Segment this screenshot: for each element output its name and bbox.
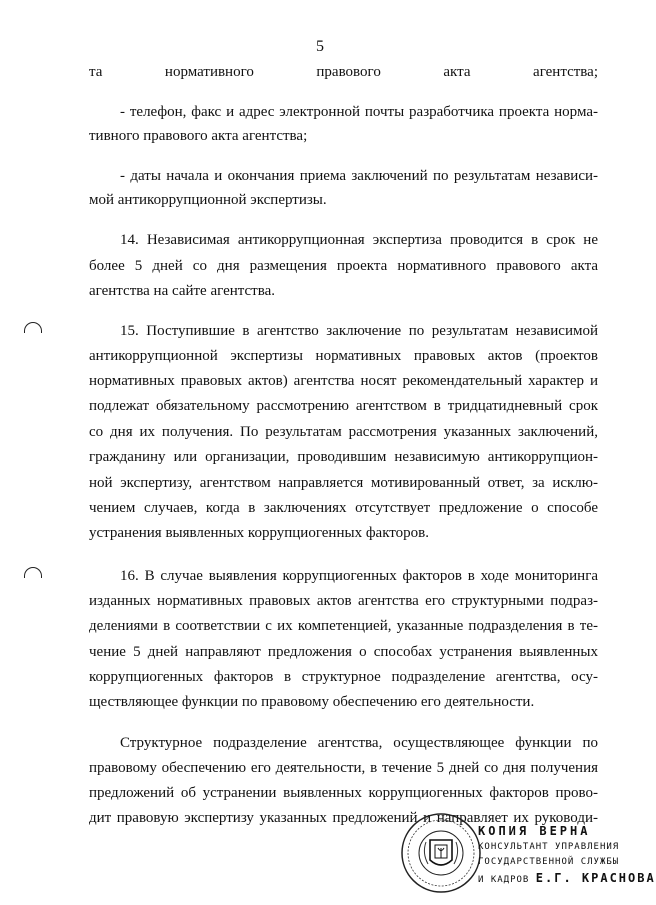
text-line: дит правовую экспертизу указанных предложений и направляет их руководи-	[89, 810, 598, 826]
page-number: 5	[316, 38, 324, 55]
text-line: тивного правового акта агентства;	[89, 128, 308, 144]
stamp-position: КОНСУЛЬТАНТ УПРАВЛЕНИЯ	[478, 842, 620, 852]
text-line: коррупциогенных факторов в структурное подразделение агентства, осу-	[89, 669, 598, 685]
text-line: чение 5 дней направляют предложения о способах устранения выявленных	[89, 644, 598, 660]
punch-hole-mark	[24, 567, 42, 578]
text-line: агентства на сайте агентства.	[89, 283, 276, 299]
text-line: нормативных правовых актов) агентства носят рекомендательный характер и	[89, 373, 598, 389]
text-line: антикоррупционной экспертизы нормативных правовых актов (проектов	[89, 348, 598, 364]
text-line: правовому обеспечению его деятельности, в течение 5 дней со дня получения	[89, 760, 598, 776]
text-line: - телефон, факс и адрес электронной почты разработчика проекта норма-	[120, 104, 598, 120]
text-line: предложений об устранении выявленных коррупциогенных факторов прово-	[89, 785, 598, 801]
text-line: делениями в соответствии с их компетенцией, указанные подразделения в те-	[89, 618, 598, 634]
text-line: чением случаев, когда в заключениях отсутствует предложение о способе	[89, 500, 598, 516]
text-line: - даты начала и окончания приема заключений по результатам независи-	[120, 168, 598, 184]
text-line: со дня их получения. По результатам рассмотрения указанных заключений,	[89, 424, 598, 440]
text-line: изданных нормативных правовых актов агентства его структурными подраз-	[89, 593, 598, 609]
text-line: 14. Независимая антикоррупционная экспертиза проводится в срок не	[120, 232, 598, 248]
text-line: устранения выявленных коррупциогенных факторов.	[89, 525, 429, 541]
text-line: подлежат обязательному рассмотрению агентством в тридцатидневный срок	[89, 398, 598, 414]
official-seal-icon	[400, 812, 482, 894]
text-line: та нормативного правового акта агентства;	[89, 64, 598, 80]
stamp-copy-verified: КОПИЯ ВЕРНА	[478, 824, 591, 838]
text-line: ществляющее функции по правовому обеспечению его деятельности.	[89, 694, 535, 710]
text-line: мой антикоррупционной экспертизы.	[89, 192, 327, 208]
stamp-signature-line	[478, 871, 656, 885]
text-line: 15. Поступившие в агентство заключение по результатам независимой	[120, 323, 598, 339]
text-line: Структурное подразделение агентства, осуществляющее функции по	[120, 735, 598, 751]
text-line: более 5 дней со дня размещения проекта нормативного правового акта	[89, 258, 598, 274]
stamp-department: ГОСУДАРСТВЕННОЙ СЛУЖБЫ	[478, 857, 620, 867]
stamp-department-end: И КАДРОВ	[478, 875, 530, 885]
text-line: ной экспертизу, агентством направляется мотивированный ответ, за исклю-	[89, 475, 598, 491]
punch-hole-mark	[24, 322, 42, 333]
text-line: гражданину или организации, проводившим независимую антикоррупцион-	[89, 449, 598, 465]
stamp-signer-name: Е.Г. КРАСНОВА	[535, 871, 656, 885]
text-line: 16. В случае выявления коррупциогенных факторов в ходе мониторинга	[120, 568, 598, 584]
